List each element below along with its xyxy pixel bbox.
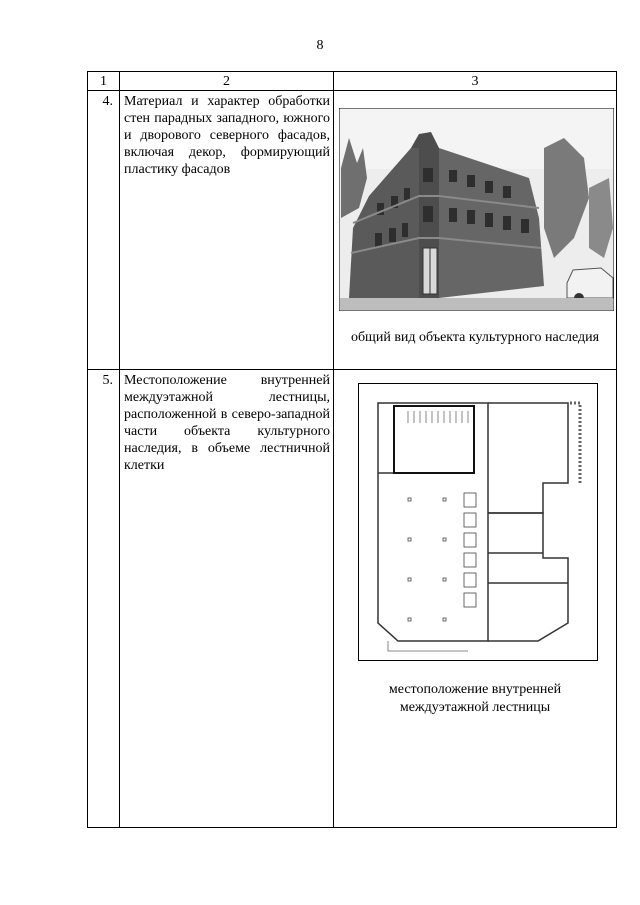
floor-plan-drawing: [358, 383, 598, 661]
header-col-3: 3: [334, 72, 617, 91]
heritage-table: [87, 71, 617, 828]
row-description: Местоположение внутренней междуэтажной лестницы, расположенной в северо-западной части объекта культурного наследия, в объеме лестничной клетки: [120, 370, 334, 828]
building-facade-photo: [339, 108, 614, 311]
row-number: 5.: [88, 370, 120, 828]
row-image-cell: [334, 370, 617, 828]
header-col-2: 2: [120, 72, 334, 91]
row-image-cell: [334, 91, 617, 370]
table-row: [88, 370, 617, 828]
table-row: [88, 91, 617, 370]
row-number: 4.: [88, 91, 120, 370]
plan-caption: местоположение внутренней междуэтажной лестницы: [388, 682, 562, 715]
header-col-1: 1: [88, 72, 120, 91]
page-number: 8: [316, 38, 324, 53]
table-header-row: [88, 72, 617, 91]
photo-caption: общий вид объекта культурного наследия: [350, 330, 600, 345]
row-description: Материал и характер обработки стен парадных западного, южного и дворового северного фасадов, включая декор, формирующий пластику фасадов: [120, 91, 334, 370]
